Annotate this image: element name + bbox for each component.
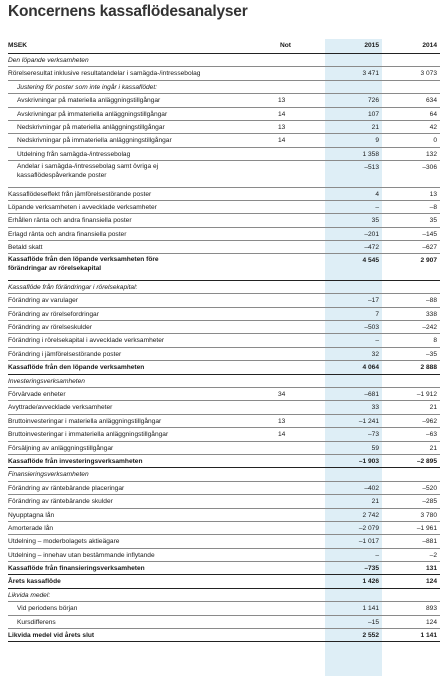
row-value-2014: –520 [422,484,437,492]
unit-header: MSEK [8,42,28,49]
row-label: Investeringsverksamheten [8,377,85,385]
table-row [8,214,440,227]
table-row [8,294,440,307]
row-value-2015: 1 426 [362,578,379,586]
row-label: Löpande verksamheten i avvecklade verksamheter [8,203,157,211]
row-label: Nyupptagna lån [8,511,55,519]
row-value-2014: –285 [422,498,437,506]
row-value-2015: –1 241 [358,417,379,425]
row-label: Amorterade lån [8,524,54,532]
row-value-2015: –2 079 [358,524,379,532]
row-value-2015: 4 545 [362,257,379,265]
table-row [8,589,440,602]
table-row [8,321,440,334]
row-label: Kassaflöde från förändringar i rörelsekapital: [8,283,138,291]
row-value-2014: –881 [422,538,437,546]
row-label: Den löpande verksamheten [8,57,89,64]
page-title: Koncernens kassaflödesanalyser [8,3,248,20]
row-label: Likvida medel vid årets slut [8,632,95,640]
row-label: Kursdifferens [17,618,56,626]
table-row [8,468,440,481]
table-row [8,602,440,615]
row-value-2014: –8 [429,203,437,211]
table-header [8,39,440,54]
row-value-2014: –1 912 [416,390,437,398]
row-value-2015: –1 017 [358,538,379,546]
row-value-2015: 107 [367,110,379,118]
row-label: Nedskrivningar på materiella anläggningstillgångar [17,123,165,131]
table-body [8,54,440,642]
row-value-2015: 59 [371,444,379,452]
table-row [8,348,440,361]
table-row [8,455,440,468]
row-label: Betald skatt [8,244,43,252]
year-2015-header: 2015 [364,42,379,49]
row-value-2014: 132 [425,150,437,158]
row-value-2015: 7 [375,310,379,318]
table-row [8,94,440,107]
table-row [8,428,440,441]
table-row [8,575,440,588]
row-value-2015: –17 [367,297,379,305]
row-note: 14 [278,431,286,439]
row-label: Rörelseresultat inklusive resultatandelar i samägda-/intressebolag [8,70,201,78]
row-value-2014: 634 [425,97,437,105]
row-value-2015: 21 [371,498,379,506]
row-label: Likvida medel: [8,591,51,599]
row-note: 34 [278,390,286,398]
row-label: Avyttrade/avvecklade verksamheter [8,404,113,412]
table-row [8,415,440,428]
table-row [8,334,440,347]
row-value-2014: –145 [422,230,437,238]
row-label: Förändring av rörelseskulder [8,324,92,332]
row-label: Förändring av varulager [8,297,79,305]
table-row [8,134,440,147]
row-value-2015: 21 [371,123,379,131]
table-row [8,228,440,241]
row-value-2014: 21 [429,444,437,452]
table-row [8,161,440,187]
row-label: Erhållen ränta och andra finansiella poster [8,217,132,225]
cash-flow-table [8,39,440,642]
row-value-2015: 1 141 [362,605,379,613]
row-label: Utdelning – innehav utan bestämmande inflytande [8,551,155,559]
row-label: Förvärvade enheter [8,390,66,398]
row-label: Förändring av räntebärande placeringar [8,484,125,492]
table-row [8,522,440,535]
row-label: Avskrivningar på materiella anläggningstillgångar [17,97,161,105]
row-value-2015: – [375,551,379,559]
row-note: 14 [278,110,286,118]
row-value-2014: 13 [429,190,437,198]
row-label: Utdelning – moderbolagets aktieägare [8,538,120,546]
row-value-2015: 726 [367,97,379,105]
row-value-2015: 9 [375,137,379,145]
row-value-2015: –513 [364,164,379,172]
row-value-2015: –503 [364,324,379,332]
row-note: 13 [278,417,286,425]
row-label: Vid periodens början [17,605,78,613]
table-row [8,254,440,280]
row-label: Försäljning av anläggningstillgångar [8,444,114,452]
table-row [8,375,440,388]
table-row [8,562,440,575]
row-value-2015: – [375,337,379,345]
row-value-2014: 1 141 [420,632,437,640]
table-row [8,616,440,629]
row-value-2015: 4 064 [362,364,379,372]
table-row [8,201,440,214]
row-value-2014: –63 [425,431,437,439]
row-value-2014: –1 961 [416,524,437,532]
row-value-2014: 131 [425,565,437,573]
row-value-2014: 64 [429,110,437,118]
table-row [8,108,440,121]
table-row [8,148,440,161]
row-value-2014: –627 [422,244,437,252]
row-value-2015: 3 471 [362,70,379,78]
table-row [8,388,440,401]
year-2014-header: 2014 [422,42,437,49]
row-label: Avskrivningar på immateriella anläggningstillgångar [17,110,168,118]
row-value-2015: 1 358 [362,150,379,158]
row-value-2014: –88 [425,297,437,305]
row-value-2014: –35 [425,350,437,358]
table-row [8,549,440,562]
row-label: Erlagd ränta och andra finansiella poster [8,230,127,238]
row-label: Bruttoinvesteringar i immateriella anläggningstillgångar [8,431,169,439]
row-value-2014: 3 073 [420,70,437,78]
table-row [8,495,440,508]
row-label: Kassaflöde från investeringsverksamheten [8,457,143,465]
row-value-2014: –306 [422,164,437,172]
row-value-2014: 3 780 [420,511,437,519]
table-row [8,509,440,522]
row-value-2015: 32 [371,350,379,358]
row-note: 13 [278,123,286,131]
row-value-2015: –1 903 [358,457,379,465]
row-value-2014: 21 [429,404,437,412]
row-label: Kassaflöde från den löpande verksamheten [8,364,145,372]
row-value-2015: 2 742 [362,511,379,519]
row-value-2015: 35 [371,217,379,225]
table-row [8,401,440,414]
row-value-2014: –2 895 [416,457,437,465]
row-value-2015: –681 [364,390,379,398]
row-label: Utdelning från samägda-/intressebolag [17,150,131,158]
row-label: Förändring av räntebärande skulder [8,498,113,506]
row-label: Bruttoinvesteringar i materiella anläggningstillgångar [8,417,162,425]
row-value-2015: –73 [367,431,379,439]
row-label: Nedskrivningar på immateriella anläggningstillgångar [17,137,172,145]
row-value-2014: 124 [425,618,437,626]
row-note: 14 [278,137,286,145]
row-value-2014: –242 [422,324,437,332]
row-value-2015: –402 [364,484,379,492]
row-label: Finansieringsverksamheten [8,471,89,479]
table-row [8,281,440,294]
row-label: Förändring av rörelsefordringar [8,310,99,318]
row-value-2014: 0 [433,137,437,145]
table-row [8,482,440,495]
table-row [8,188,440,201]
row-value-2015: –201 [364,230,379,238]
table-row [8,629,440,642]
row-value-2014: –2 [429,551,437,559]
row-value-2015: – [375,203,379,211]
row-value-2015: 4 [375,190,379,198]
row-label: Förändring i rörelsekapital i avvecklade verksamheter [8,337,165,345]
row-label: Kassaflödeseffekt från jämförelsestörande poster [8,190,152,198]
row-value-2014: 2 888 [420,364,437,372]
row-note: 13 [278,97,286,105]
table-row [8,308,440,321]
row-value-2014: –962 [422,417,437,425]
table-row [8,81,440,94]
row-value-2015: 2 552 [362,632,379,640]
row-value-2015: –15 [367,618,379,626]
row-value-2014: 8 [433,337,437,345]
table-row [8,54,440,67]
row-label: Kassaflöde från finansieringsverksamheten [8,565,145,573]
row-value-2015: 33 [371,404,379,412]
row-label: Justering för poster som inte ingår i kassaflödet: [17,83,158,91]
row-label: Kassaflöde från den löpande verksamheten före förändringar av rörelsekapital [8,256,159,272]
table-row [8,535,440,548]
row-value-2014: 2 907 [420,257,437,265]
row-value-2015: –472 [364,244,379,252]
row-label: Andelar i samägda-/intressebolag samt övriga ej kassaflödespåverkande poster [17,163,159,179]
row-label: Förändring i jämförelsestörande poster [8,350,122,358]
note-header: Not [280,42,291,49]
table-row [8,121,440,134]
row-value-2014: 42 [429,123,437,131]
table-row [8,442,440,455]
row-value-2014: 35 [429,217,437,225]
row-value-2015: –735 [364,565,379,573]
table-row [8,361,440,374]
row-value-2014: 893 [425,605,437,613]
table-row [8,67,440,80]
row-value-2014: 338 [425,310,437,318]
table-row [8,241,440,254]
row-value-2014: 124 [425,578,437,586]
row-label: Årets kassaflöde [8,578,61,586]
